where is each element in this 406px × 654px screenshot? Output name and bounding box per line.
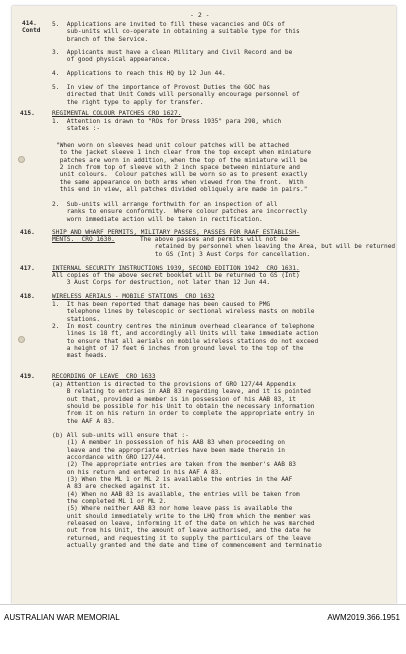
para-414-3: 3. Applicants must have a clean Military and Civil Record and be of good physical appearance. xyxy=(52,49,293,64)
para-419-a: (a) Attention is directed to the provisions of GRO 127/44 Appendix B relating to entries in AAB 83 regarding leave, and it is pointed out that, provided a member is in possession of his AAB 83, it should be possible for his Unit to obtain the necessary information from it on his return in order to complete the appropriate entry in the AAF A 83. xyxy=(52,381,315,425)
para-number-418: 418. xyxy=(20,293,35,300)
punch-hole xyxy=(18,156,25,163)
archive-reference: AWM2019.366.1951 xyxy=(327,613,400,622)
archive-name: AUSTRALIAN WAR MEMORIAL xyxy=(4,613,120,622)
para-number-416: 416. xyxy=(20,229,35,236)
para-417: All copies of the above secret booklet will be returned to GS (Int) 3 Aust Corps for destruction, not later than 12 Jun 44. xyxy=(52,272,300,287)
heading-419: RECORDING OF LEAVE CRO 1633 xyxy=(52,373,156,380)
document-page xyxy=(12,6,396,604)
heading-417: INTERNAL SECURITY INSTRUCTIONS 1939, SECOND EDITION 1942 CRO 1631. xyxy=(52,265,300,272)
para-416: The above passes and permits will not be retained by personnel when leaving the Area, but will be returned to GS (Int) 3 Aust Corps for cancellation. xyxy=(140,236,396,258)
para-415-2: 2. Sub-units will arrange forthwith for an inspection of all ranks to ensure conformity. Where colour patches are incorrectly worn immediate action will be taken in rectification. xyxy=(52,201,308,223)
heading-416: SHIP AND WHARF PERMITS, MILITARY PASSES, PASSES FOR RAAF ESTABLISH- MENTS. CRO 1630. xyxy=(52,229,300,244)
punch-hole xyxy=(18,336,25,343)
para-418: 1. It has been reported that damage has been caused to PMG telephone lines by telescopic or sectional wireless masts on mobile stations. 2. In most country centres the minimum overhead clearance of telephone lines is 18 ft, and accordingly all Units will take immediate action to ensure that all aerials on mobile wireless stations do not exceed a height of 17 feet 6 inches from ground level to the top of the mast heads. xyxy=(52,301,319,360)
quote-415: "When worn on sleeves head unit colour patches will be attached to the jacket sleeve 1 inch clear from the top except when miniature patches are worn in addition, when the top of the miniature will be 2 inch from top of sleeve with 2 inch space between miniature and unit colours. Colour patches will be worn so as to present exactly the same appearance on both arms when viewed from the front. With this end in view, all patches divided obliquely are made in pairs." xyxy=(56,142,312,194)
para-number-415: 415. xyxy=(20,110,35,117)
page-number: - 2 - xyxy=(190,11,210,19)
heading-418: WIRELESS AERIALS - MOBILE STATIONS CRO 1632 xyxy=(52,293,215,300)
para-414-2: 5. Applications are invited to fill these vacancies and OCs of sub-units will co-operate in obtaining a suitable type for this branch of the Service. xyxy=(52,21,300,43)
para-415-1: 1. Attention is drawn to "ROs for Dress 1935" para 298, which states :- xyxy=(52,118,282,133)
para-number-417: 417. xyxy=(20,265,35,272)
para-number-419: 419. xyxy=(20,373,35,380)
para-414-5: 5. In view of the importance of Provost Duties the GOC has directed that Unit Comds will personally encourage personnel of the right type to apply for transfer. xyxy=(52,84,300,106)
heading-415: REGIMENTAL COLOUR PATCHES CRO 1627. xyxy=(52,110,182,117)
para-414-4: 4. Applications to reach this HQ by 12 Jun 44. xyxy=(52,70,226,77)
para-419-b: (b) All sub-units will ensure that :- (1) A member in possession of his AAB 83 when proceeding on leave and the appropriate entries have been made therein in accordance with GRO 127/44. (2) The appropriate entries are taken from the member's AAB 83 on his return and entered in his AAF A 83. (3) When the ML 1 or ML 2 is available the entries in the AAF A 83 are checked against it. (4) When no AAB 83 is available, the entries will be taken from the completed ML 1 or ML 2. (5) Where neither AAB 83 nor home leave pass is available the unit should immediately write to the LHQ from which the member was released on leave, informing it of the date on which he was marched out from his Unit, the amount of leave authorised, and the date he returned, and requesting it to supply the particulars of the leave actually granted and the date and time of commencement and terminatio xyxy=(52,432,322,550)
archive-footer xyxy=(0,604,406,654)
continued-ref: 414. Contd xyxy=(22,20,41,35)
